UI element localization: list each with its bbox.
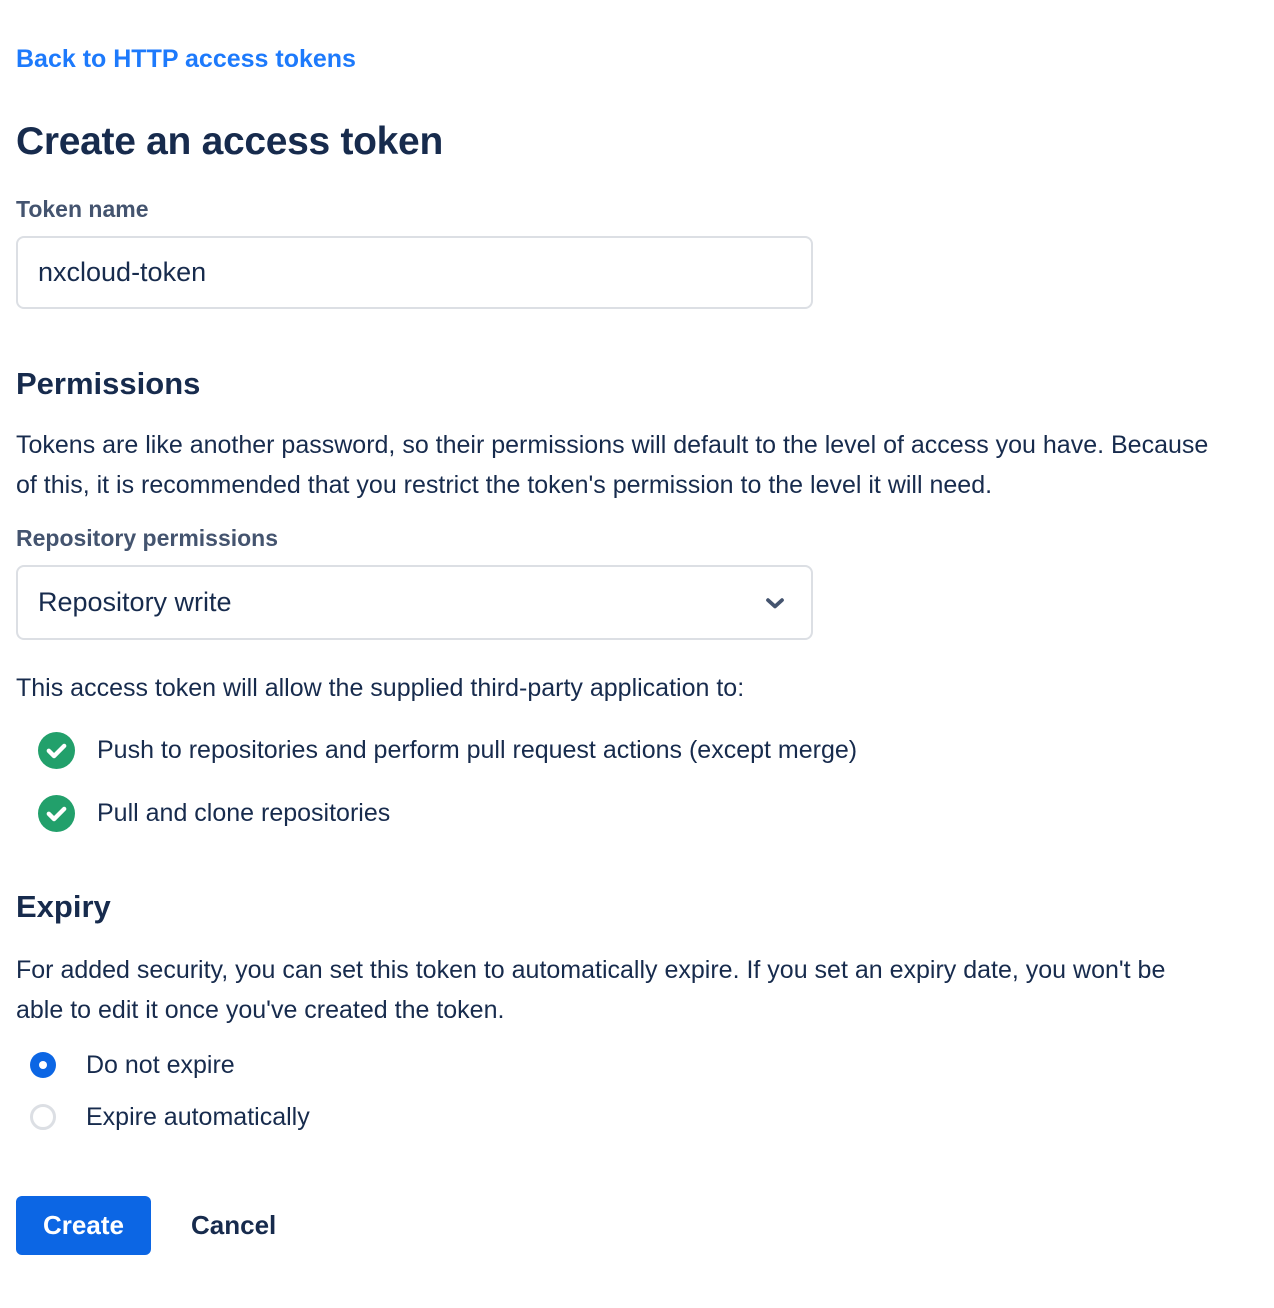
page-title: Create an access token: [16, 120, 443, 163]
radio-option-do-not-expire[interactable]: [16, 1050, 1258, 1080]
token-name-label: Token name: [16, 196, 149, 222]
permissions-heading: Permissions: [16, 366, 201, 401]
radio-label: Expire automatically: [86, 1103, 310, 1131]
capability-text: Pull and clone repositories: [97, 799, 391, 827]
expiry-description: For added security, you can set this token to automatically expire. If you set an expiry date, you won't be able to edit it once you've created the token.: [16, 956, 1166, 1024]
allow-intro-text: This access token will allow the supplied third-party application to:: [16, 674, 745, 702]
back-to-http-access-tokens-link[interactable]: Back to HTTP access tokens: [16, 45, 356, 73]
chevron-down-icon: [761, 589, 789, 617]
expiry-radio-group: [16, 1050, 1258, 1132]
repository-permissions-select[interactable]: [16, 565, 813, 640]
token-name-input[interactable]: [16, 236, 813, 309]
capability-list: [16, 732, 1258, 832]
expiry-heading: Expiry: [16, 889, 111, 924]
repository-permissions-selected-value: Repository write: [38, 587, 232, 617]
permissions-description: Tokens are like another password, so their permissions will default to the level of access you have. Because of this, it is recommended that you restrict the token's permission to the level it will need.: [16, 431, 1209, 499]
form-actions: [16, 1196, 1258, 1255]
radio-label: Do not expire: [86, 1051, 235, 1079]
check-circle-icon: [38, 732, 75, 769]
capability-text: Push to repositories and perform pull request actions (except merge): [97, 736, 858, 764]
check-circle-icon: [38, 795, 75, 832]
repository-permissions-label: Repository permissions: [16, 525, 279, 551]
radio-selected-icon[interactable]: [30, 1052, 56, 1078]
capability-item: [16, 732, 1258, 769]
capability-item: [16, 795, 1258, 832]
create-button[interactable]: Create: [16, 1196, 151, 1255]
radio-option-expire-automatically[interactable]: [16, 1102, 1258, 1132]
cancel-button[interactable]: Cancel: [191, 1210, 277, 1240]
radio-unselected-icon[interactable]: [30, 1104, 56, 1130]
